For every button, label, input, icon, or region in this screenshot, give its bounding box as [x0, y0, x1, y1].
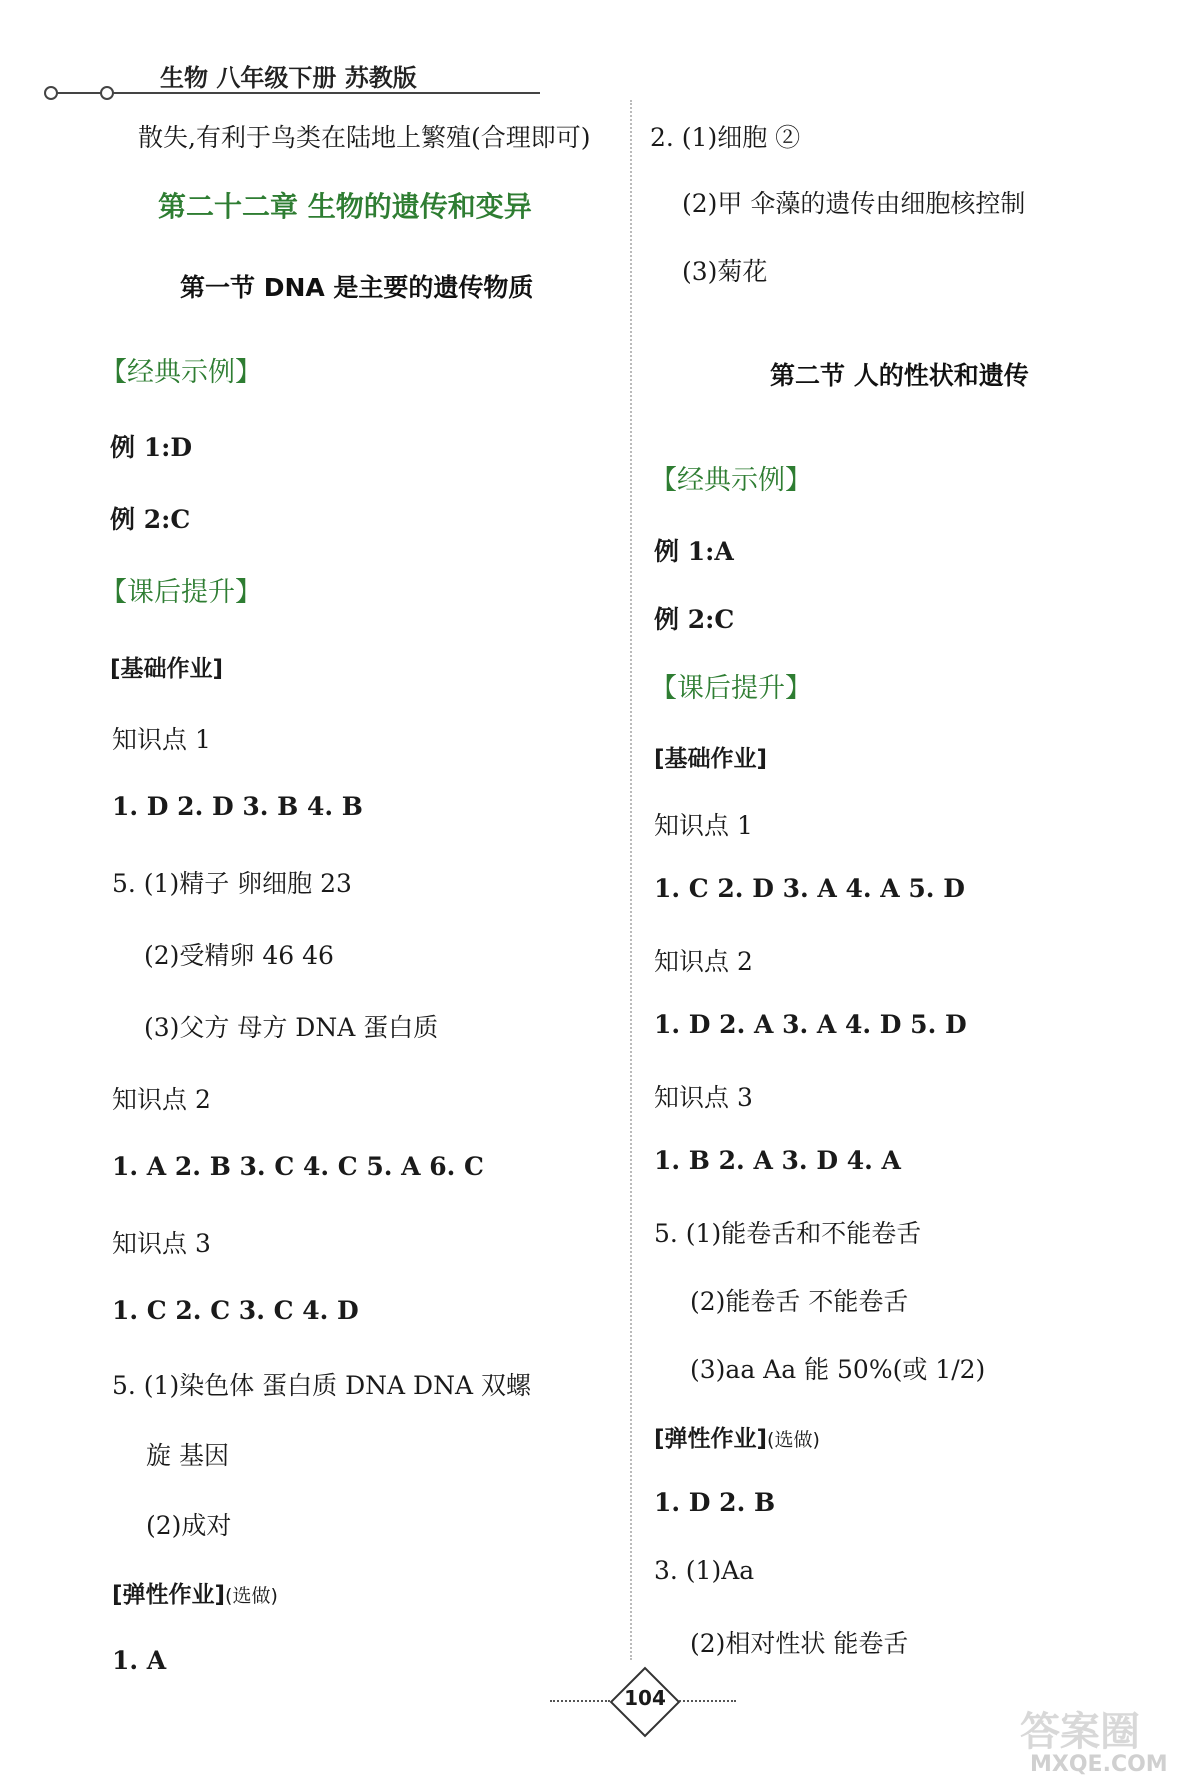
basic-homework-label-2: [基础作业]: [654, 746, 768, 772]
q2-part3: (3)菊花: [682, 257, 768, 286]
knowledge-point-3-right: 知识点 3: [654, 1083, 753, 1112]
header-ornament-left: [44, 86, 58, 100]
knowledge-point-2-right: 知识点 2: [654, 947, 753, 976]
elastic-answers-right: 1. D 2. B: [654, 1488, 776, 1517]
q3-part2: (2)相对性状 能卷舌: [690, 1629, 909, 1658]
q2-part2: (2)甲 伞藻的遗传由细胞核控制: [682, 189, 1026, 218]
elastic-answers: 1. A: [112, 1646, 167, 1675]
kp3-q5-part1-continued: 旋 基因: [146, 1441, 229, 1470]
kp3-q5-part1-right: 5. (1)能卷舌和不能卷舌: [654, 1219, 922, 1248]
example-1: 例 1:D: [110, 433, 193, 462]
section-title-1: 第一节 DNA 是主要的遗传物质: [180, 273, 534, 302]
header-title: 生物 八年级下册 苏教版: [160, 64, 417, 92]
example-2-right: 例 2:C: [654, 605, 735, 634]
elastic-homework-label: [112, 1576, 278, 1609]
q3-part1: 3. (1)Aa: [654, 1556, 755, 1585]
kp1-q5-part2: (2)受精卵 46 46: [144, 941, 334, 970]
elastic-homework-title-2: [弹性作业]: [654, 1426, 768, 1452]
kp1-answers-right: 1. C 2. D 3. A 4. A 5. D: [654, 874, 965, 903]
kp2-answers: 1. A 2. B 3. C 4. C 5. A 6. C: [112, 1152, 484, 1181]
header-ornament-right: [100, 86, 114, 100]
kp1-q5-part3: (3)父方 母方 DNA 蛋白质: [144, 1013, 439, 1042]
kp3-q5-part2: (2)成对: [146, 1511, 232, 1540]
knowledge-point-3: 知识点 3: [112, 1229, 211, 1258]
classic-examples-heading: 【经典示例】: [100, 357, 262, 388]
section-title-2: 第二节 人的性状和遗传: [770, 361, 1029, 390]
elastic-homework-label-2: [654, 1420, 820, 1453]
carryover-text: 散失,有利于鸟类在陆地上繁殖(合理即可): [138, 123, 591, 152]
kp1-q5-part1: 5. (1)精子 卵细胞 23: [112, 869, 352, 898]
knowledge-point-1: 知识点 1: [112, 725, 211, 754]
kp2-answers-right: 1. D 2. A 3. A 4. D 5. D: [654, 1010, 967, 1039]
elastic-homework-note: (选做): [225, 1585, 278, 1607]
watermark-logo: 答案圈: [1020, 1709, 1140, 1755]
example-1-right: 例 1:A: [654, 537, 734, 566]
elastic-homework-note-2: (选做): [767, 1429, 820, 1451]
basic-homework-label: [基础作业]: [110, 656, 224, 682]
kp3-q5-part1: 5. (1)染色体 蛋白质 DNA DNA 双螺: [112, 1371, 531, 1400]
knowledge-point-1-right: 知识点 1: [654, 811, 753, 840]
kp3-q5-part3-right: (3)aa Aa 能 50%(或 1/2): [690, 1355, 986, 1384]
watermark-url: MXQE.COM: [1030, 1752, 1168, 1777]
after-class-heading-2: 【课后提升】: [650, 673, 812, 704]
knowledge-point-2: 知识点 2: [112, 1085, 211, 1114]
q2-part1: 2. (1)细胞 ②: [650, 123, 801, 152]
header-rule: [50, 92, 540, 94]
chapter-title: 第二十二章 生物的遗传和变异: [158, 190, 532, 223]
kp3-answers: 1. C 2. C 3. C 4. D: [112, 1296, 359, 1325]
kp3-q5-part2-right: (2)能卷舌 不能卷舌: [690, 1287, 909, 1316]
kp1-answers: 1. D 2. D 3. B 4. B: [112, 792, 363, 821]
classic-examples-heading-2: 【经典示例】: [650, 465, 812, 496]
page-number: 104: [624, 1686, 666, 1710]
column-divider: [630, 100, 632, 1660]
after-class-heading: 【课后提升】: [100, 577, 262, 608]
kp3-answers-right: 1. B 2. A 3. D 4. A: [654, 1146, 901, 1175]
example-2: 例 2:C: [110, 505, 191, 534]
elastic-homework-title: [弹性作业]: [112, 1582, 226, 1608]
